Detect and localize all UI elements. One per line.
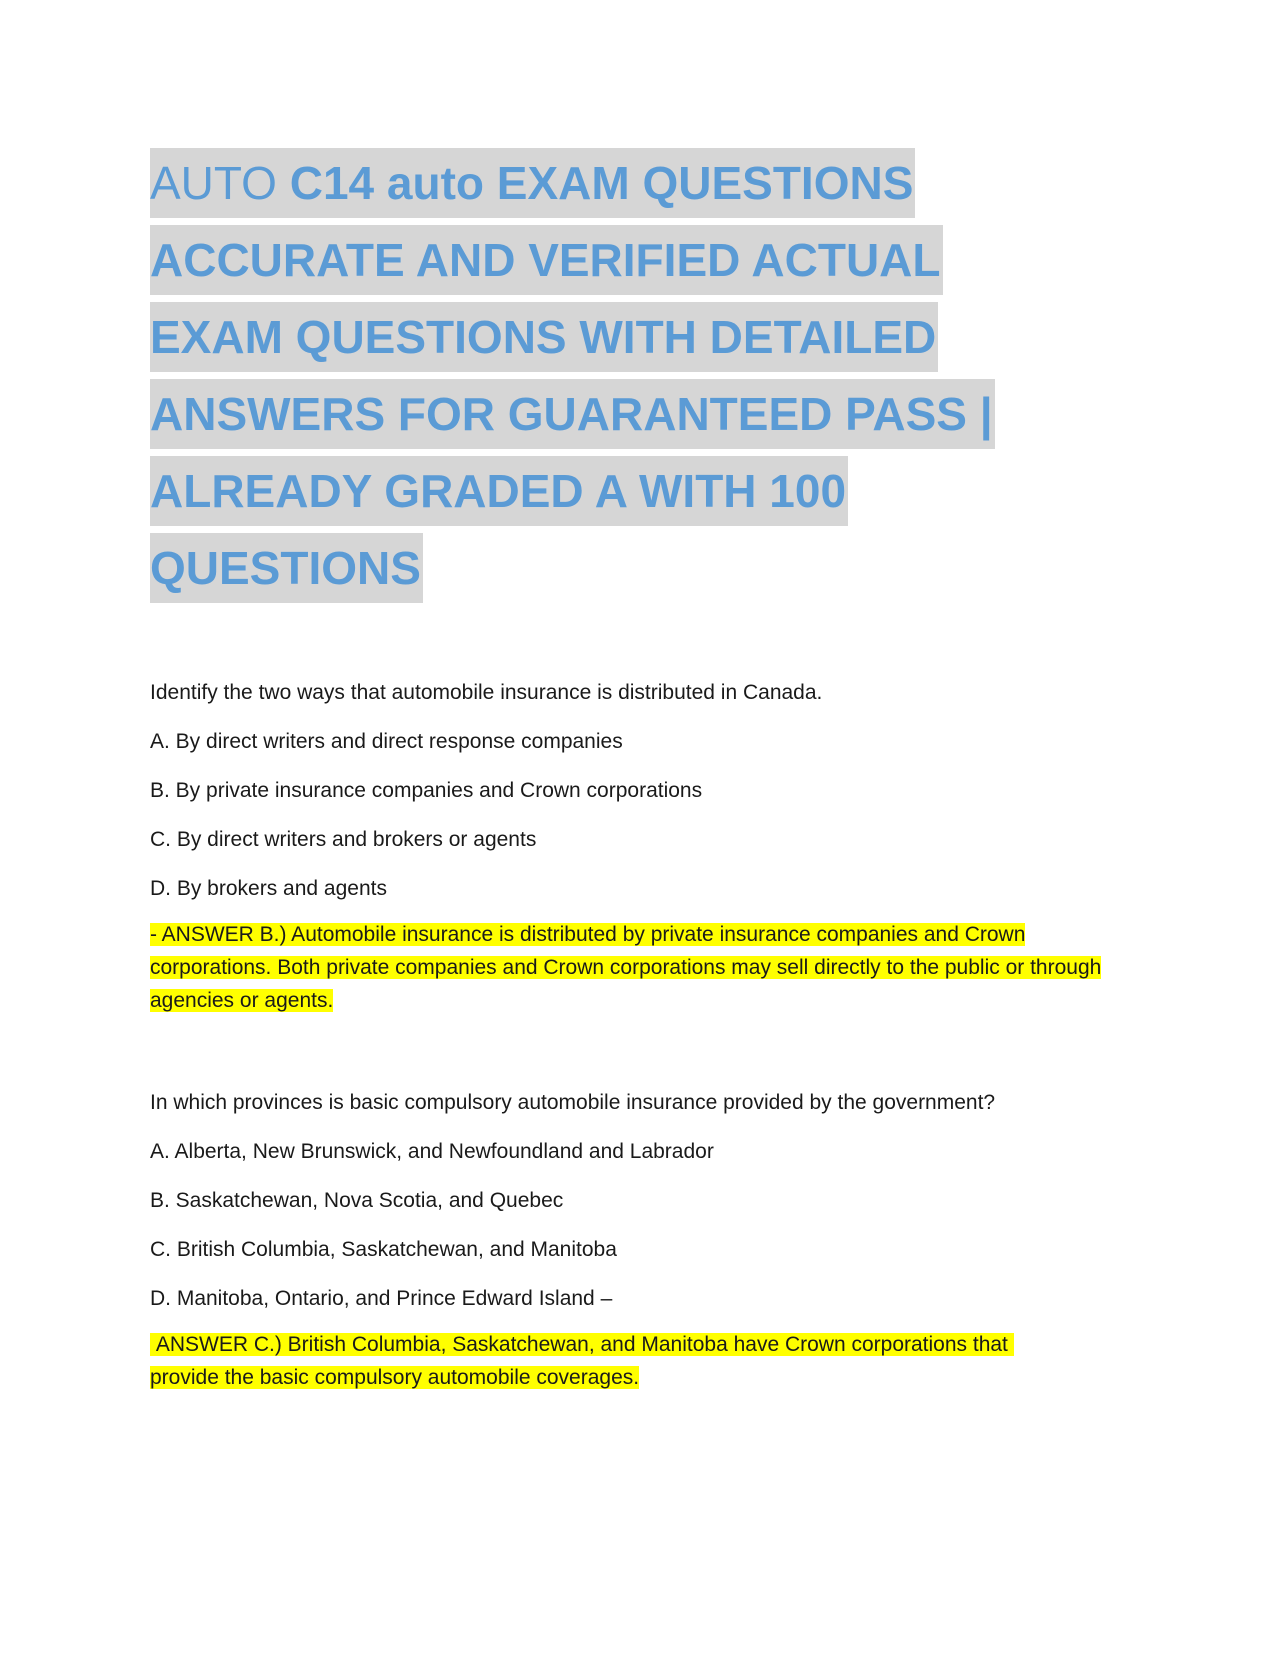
question-list <box>150 668 1150 1394</box>
option-b: B. Saskatchewan, Nova Scotia, and Quebec <box>150 1189 564 1212</box>
option-b: B. By private insurance companies and Crown corporations <box>150 779 703 802</box>
question-text: In which provinces is basic compulsory automobile insurance provided by the government? <box>150 1091 996 1114</box>
answer-text: ANSWER C.) British Columbia, Saskatchewan, and Manitoba have Crown corporations that provide the basic compulsory automobile coverages. <box>150 1333 1014 1389</box>
answer-text: - ANSWER B.) Automobile insurance is distributed by private insurance companies and Crown corporations. Both private companies and Crown corporations may sell directly to the public or through agencies or agents. <box>150 923 1102 1012</box>
title-line-5: ALREADY GRADED A WITH 100 <box>150 456 848 526</box>
option-a: A. Alberta, New Brunswick, and Newfoundland and Labrador <box>150 1140 714 1163</box>
answer-block <box>150 918 1110 1017</box>
title-line-1-text: C14 auto EXAM QUESTIONS <box>289 157 914 209</box>
title-line-2: ACCURATE AND VERIFIED ACTUAL <box>150 225 943 295</box>
question-item-1 <box>150 668 1150 1017</box>
title-line-1 <box>150 148 915 218</box>
option-d: D. By brokers and agents <box>150 877 387 900</box>
document-title <box>150 148 1150 610</box>
option-a: A. By direct writers and direct response companies <box>150 730 623 753</box>
title-line-6: QUESTIONS <box>150 533 423 603</box>
title-line-3: EXAM QUESTIONS WITH DETAILED <box>150 302 938 372</box>
question-separator <box>150 1017 1150 1078</box>
question-text: Identify the two ways that automobile insurance is distributed in Canada. <box>150 681 823 704</box>
option-c: C. By direct writers and brokers or agents <box>150 828 537 851</box>
title-line-4: ANSWERS FOR GUARANTEED PASS | <box>150 379 995 449</box>
answer-block <box>150 1328 1050 1394</box>
question-item-2 <box>150 1078 1150 1394</box>
option-d: D. Manitoba, Ontario, and Prince Edward Island – <box>150 1287 613 1310</box>
title-prefix: AUTO <box>150 157 290 209</box>
option-c: C. British Columbia, Saskatchewan, and Manitoba <box>150 1238 617 1261</box>
